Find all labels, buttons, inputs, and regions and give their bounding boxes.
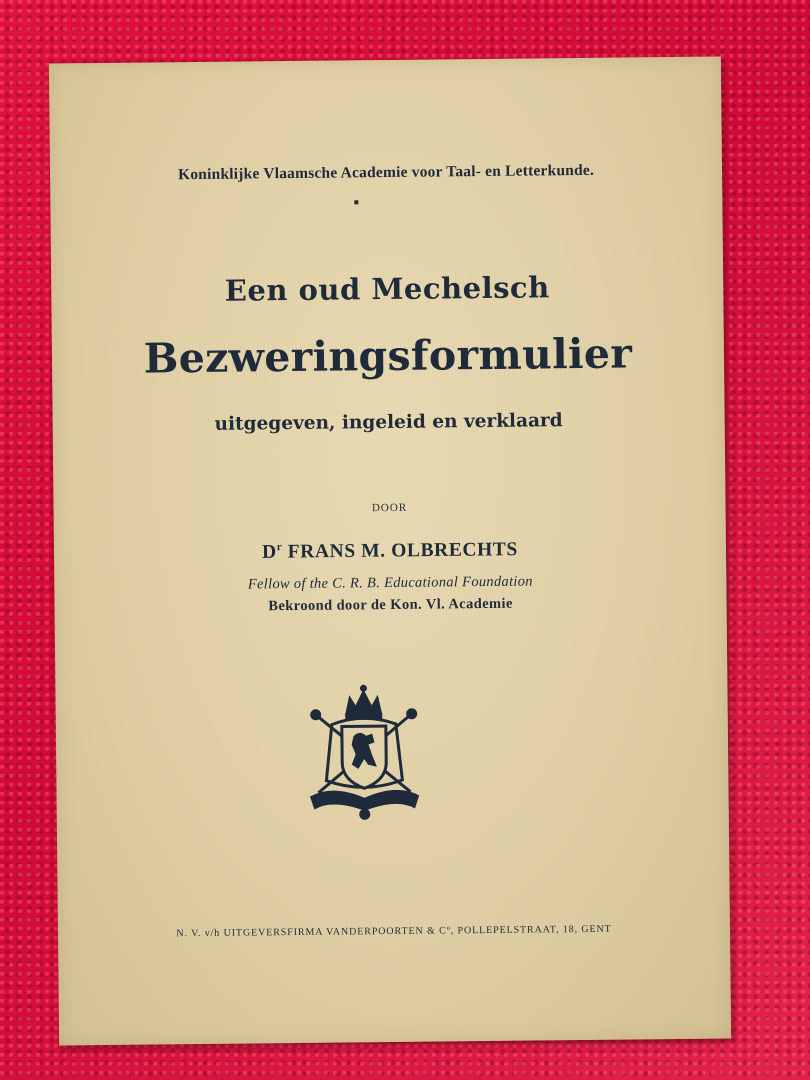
title-line-1: Een oud Mechelsch — [224, 270, 550, 308]
by-label: DOOR — [371, 501, 408, 515]
author-prefix: D — [261, 541, 277, 563]
separator-dot — [354, 200, 358, 204]
subtitle: uitgegeven, ingeleid en verklaard — [214, 410, 563, 435]
book-cover — [49, 57, 731, 1046]
publisher-line: N. V. v/h UITGEVERSFIRMA VANDERPOORTEN & Cº, POLLEPELSTRAAT, 18, GENT — [176, 923, 612, 940]
royal-coat-of-arms-icon — [301, 684, 426, 823]
author-prefix-superscript: r — [276, 541, 283, 554]
author-name — [54, 536, 726, 566]
award-line: Bekroond door de Kon. Vl. Academie — [268, 595, 513, 615]
title-line-2: Bezweringsformulier — [143, 329, 633, 383]
author-fellowship: Fellow of the C. R. B. Educational Foundation — [247, 573, 533, 593]
academy-heading: Koninklijke Vlaamsche Academie voor Taal- en Letterkunde. — [177, 161, 595, 184]
author-name-text: FRANS M. OLBRECHTS — [282, 539, 519, 563]
